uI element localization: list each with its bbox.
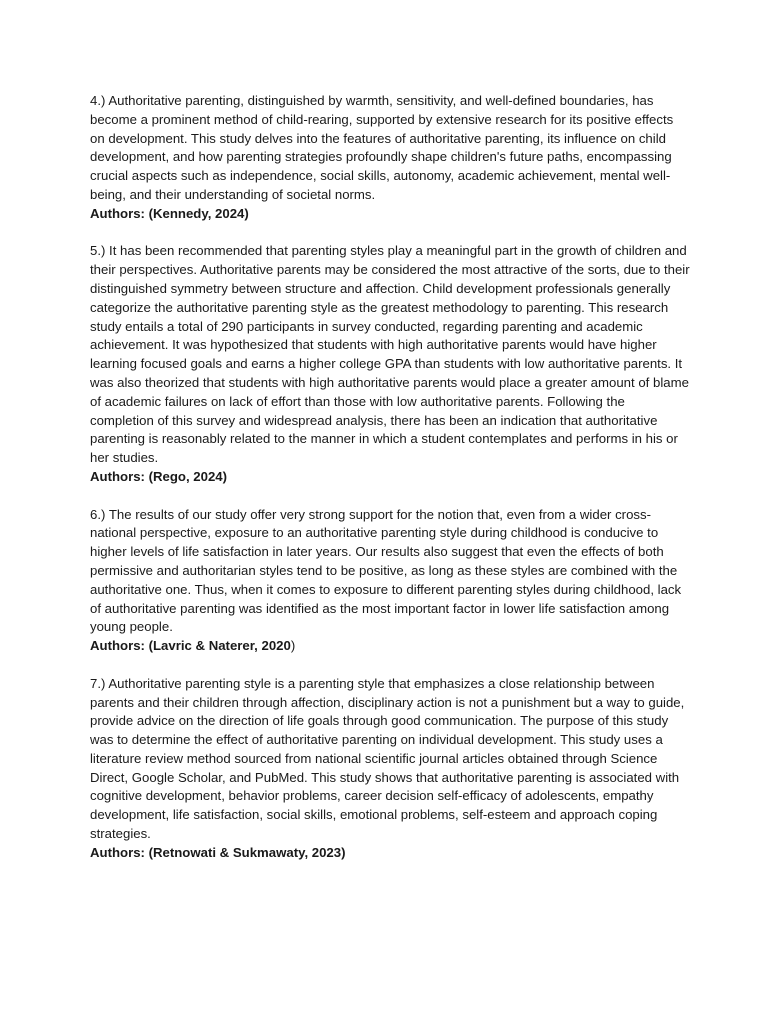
- entry-6: [90, 506, 690, 656]
- entry-body: 5.) It has been recommended that parenting styles play a meaningful part in the growth of children and their perspectives. Authoritative parents may be considered the most attractive of the sorts, due to their distinguished symmetry between structure and affection. Child development professionals generally categorize the authoritative parenting style as the greatest methodology to parenting. This research study entails a total of 290 participants in survey conducted, regarding parenting and academic achievement. It was hypothesized that students with high authoritative parents would have higher learning focused goals and earns a higher college GPA than students with low authoritative parents. It was also theorized that students with high authoritative parents would place a greater amount of blame of academic failures on lack of effort than those with low authoritative parents. Following the completion of this survey and widespread analysis, there has been an indication that authoritative parenting is reasonably related to the manner in which a student contemplates and performs in his or her studies.: [90, 243, 690, 466]
- entry-body: 7.) Authoritative parenting style is a parenting style that emphasizes a close relationship between parents and their children through affection, disciplinary action is not a punishment but a way to guide, provide advice on the direction of life goals through good communication. The purpose of this study was to determine the effect of authoritative parenting on individual development. This study uses a literature review method sourced from national scientific journal articles obtained through Science Direct, Google Scholar, and PubMed. This study shows that authoritative parenting is associated with cognitive development, behavior problems, career decision self-efficacy of adolescents, empathy development, life satisfaction, social skills, emotional problems, self-esteem and approach coping strategies.: [90, 675, 685, 842]
- entry-body: 4.) Authoritative parenting, distinguished by warmth, sensitivity, and well-defined boundaries, has become a prominent method of child-rearing, supported by extensive research for its positive effects on development. This study delves into the features of authoritative parenting, its influence on child development, and how parenting strategies profoundly shape children's future paths, encompassing crucial aspects such as independence, social skills, autonomy, academic achievement, mental well-being, and their understanding of societal norms.: [90, 93, 674, 202]
- entry-5: [90, 242, 690, 486]
- authors-citation: Authors: (Rego, 2024): [90, 468, 228, 484]
- authors-tail: ): [290, 638, 296, 654]
- entry-7: [90, 675, 690, 863]
- authors-citation: Authors: (Lavric & Naterer, 2020: [90, 638, 291, 654]
- entry-authors: [90, 637, 690, 656]
- authors-citation: Authors: (Retnowati & Sukmawaty, 2023): [90, 844, 346, 860]
- entry-authors: [90, 205, 690, 224]
- entry-authors: [90, 468, 690, 487]
- entry-4: [90, 92, 690, 224]
- authors-citation: Authors: (Kennedy, 2024): [90, 205, 249, 221]
- entry-authors: [90, 844, 690, 863]
- entry-body: 6.) The results of our study offer very strong support for the notion that, even from a wider cross-national perspective, exposure to an authoritative parenting style during childhood is conducive to higher levels of life satisfaction in later years. Our results also suggest that even the effects of both permissive and authoritarian styles tend to be positive, as long as these styles are combined with the authoritative one. Thus, when it comes to exposure to different parenting styles during childhood, lack of authoritative parenting was identified as the most important factor in lower life satisfaction among young people.: [90, 506, 682, 635]
- document-page: [90, 92, 690, 881]
